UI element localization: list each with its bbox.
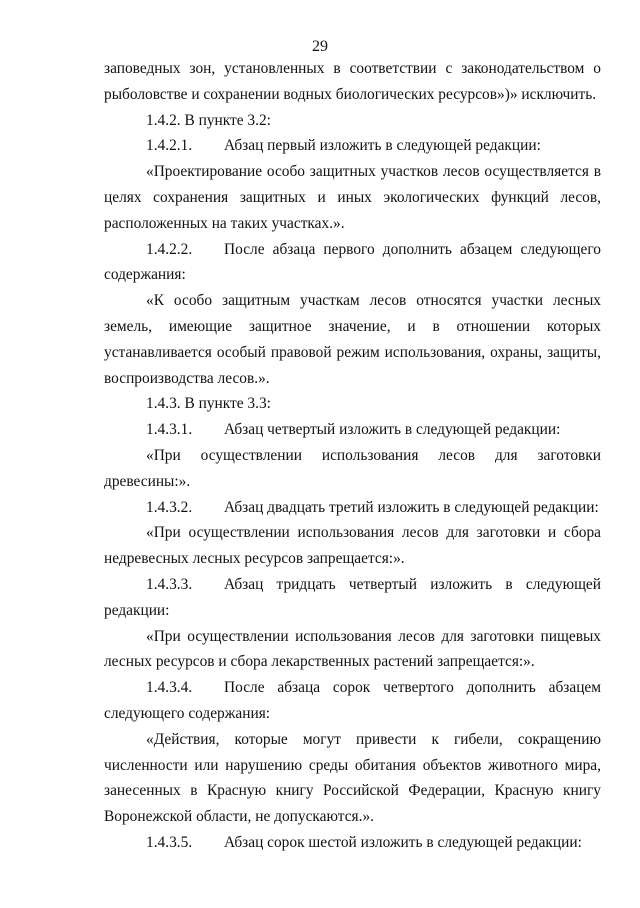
item-text: Абзац первый изложить в следующей редакции: [224, 137, 541, 155]
item-number: 1.4.2.1. [146, 137, 193, 155]
section-heading-1-4-3: 1.4.3. В пункте 3.3: [146, 395, 271, 413]
item-number: 1.4.2.2. [146, 240, 193, 258]
quoted-paragraph: «При осуществлении использования лесов для заготовки древесины:». [104, 446, 601, 490]
item-text: Абзац двадцать третий изложить в следующей редакции: [224, 498, 599, 516]
item-1-4-2-2 [104, 237, 601, 289]
paragraph-continuation: заповедных зон, установленных в соответствии с законодательством о рыболовстве и сохранении водных биологических ресурсов»)» исключить. [104, 60, 601, 103]
item-text: Абзац четвертый изложить в следующей редакции: [224, 421, 561, 439]
quoted-paragraph: «Проектирование особо защитных участков лесов осуществляется в целях сохранения защитных и иных экологических функций лесов, расположенных на таких участках.». [104, 163, 601, 232]
quoted-paragraph: «При осуществлении использования лесов для заготовки и сбора недревесных лесных ресурсов запрещается:». [104, 524, 601, 568]
document-body [104, 56, 601, 856]
item-1-4-3-5 [104, 830, 601, 856]
section-heading-1-4-2: 1.4.2. В пункте 3.2: [146, 111, 271, 129]
item-number: 1.4.3.5. [146, 833, 193, 851]
item-number: 1.4.3.1. [146, 421, 193, 439]
quoted-paragraph: «Действия, которые могут привести к гибели, сокращению численности или нарушению среды обитания объектов животного мира, занесенных в Красную книгу Российской Федерации, Красную книгу Воронежской области, не допускаются.». [104, 730, 601, 826]
item-number: 1.4.3.2. [146, 498, 193, 516]
item-1-4-3-4 [104, 675, 601, 727]
quoted-paragraph: «К особо защитным участкам лесов относятся участки лесных земель, имеющие защитное значение, и в отношении которых устанавливается особый правовой режим использования, охраны, защиты, воспроизводства лесов.». [104, 292, 601, 387]
item-text: После абзаца сорок четвертого дополнить абзацем следующего содержания: [104, 679, 601, 722]
item-1-4-2-1 [104, 133, 601, 159]
item-text: Абзац тридцать четвертый изложить в следующей редакции: [104, 575, 601, 619]
item-text: Абзац сорок шестой изложить в следующей редакции: [224, 833, 582, 851]
item-number: 1.4.3.3. [146, 575, 193, 593]
quoted-paragraph: «При осуществлении использования лесов для заготовки пищевых лесных ресурсов и сбора лекарственных растений запрещается:». [104, 627, 601, 671]
item-1-4-3-2 [104, 495, 601, 521]
item-number: 1.4.3.4. [146, 679, 193, 697]
item-1-4-3-1 [104, 417, 601, 443]
page-number: 29 [312, 38, 328, 55]
item-text: После абзаца первого дополнить абзацем следующего содержания: [104, 240, 601, 284]
item-1-4-3-3 [104, 572, 601, 624]
